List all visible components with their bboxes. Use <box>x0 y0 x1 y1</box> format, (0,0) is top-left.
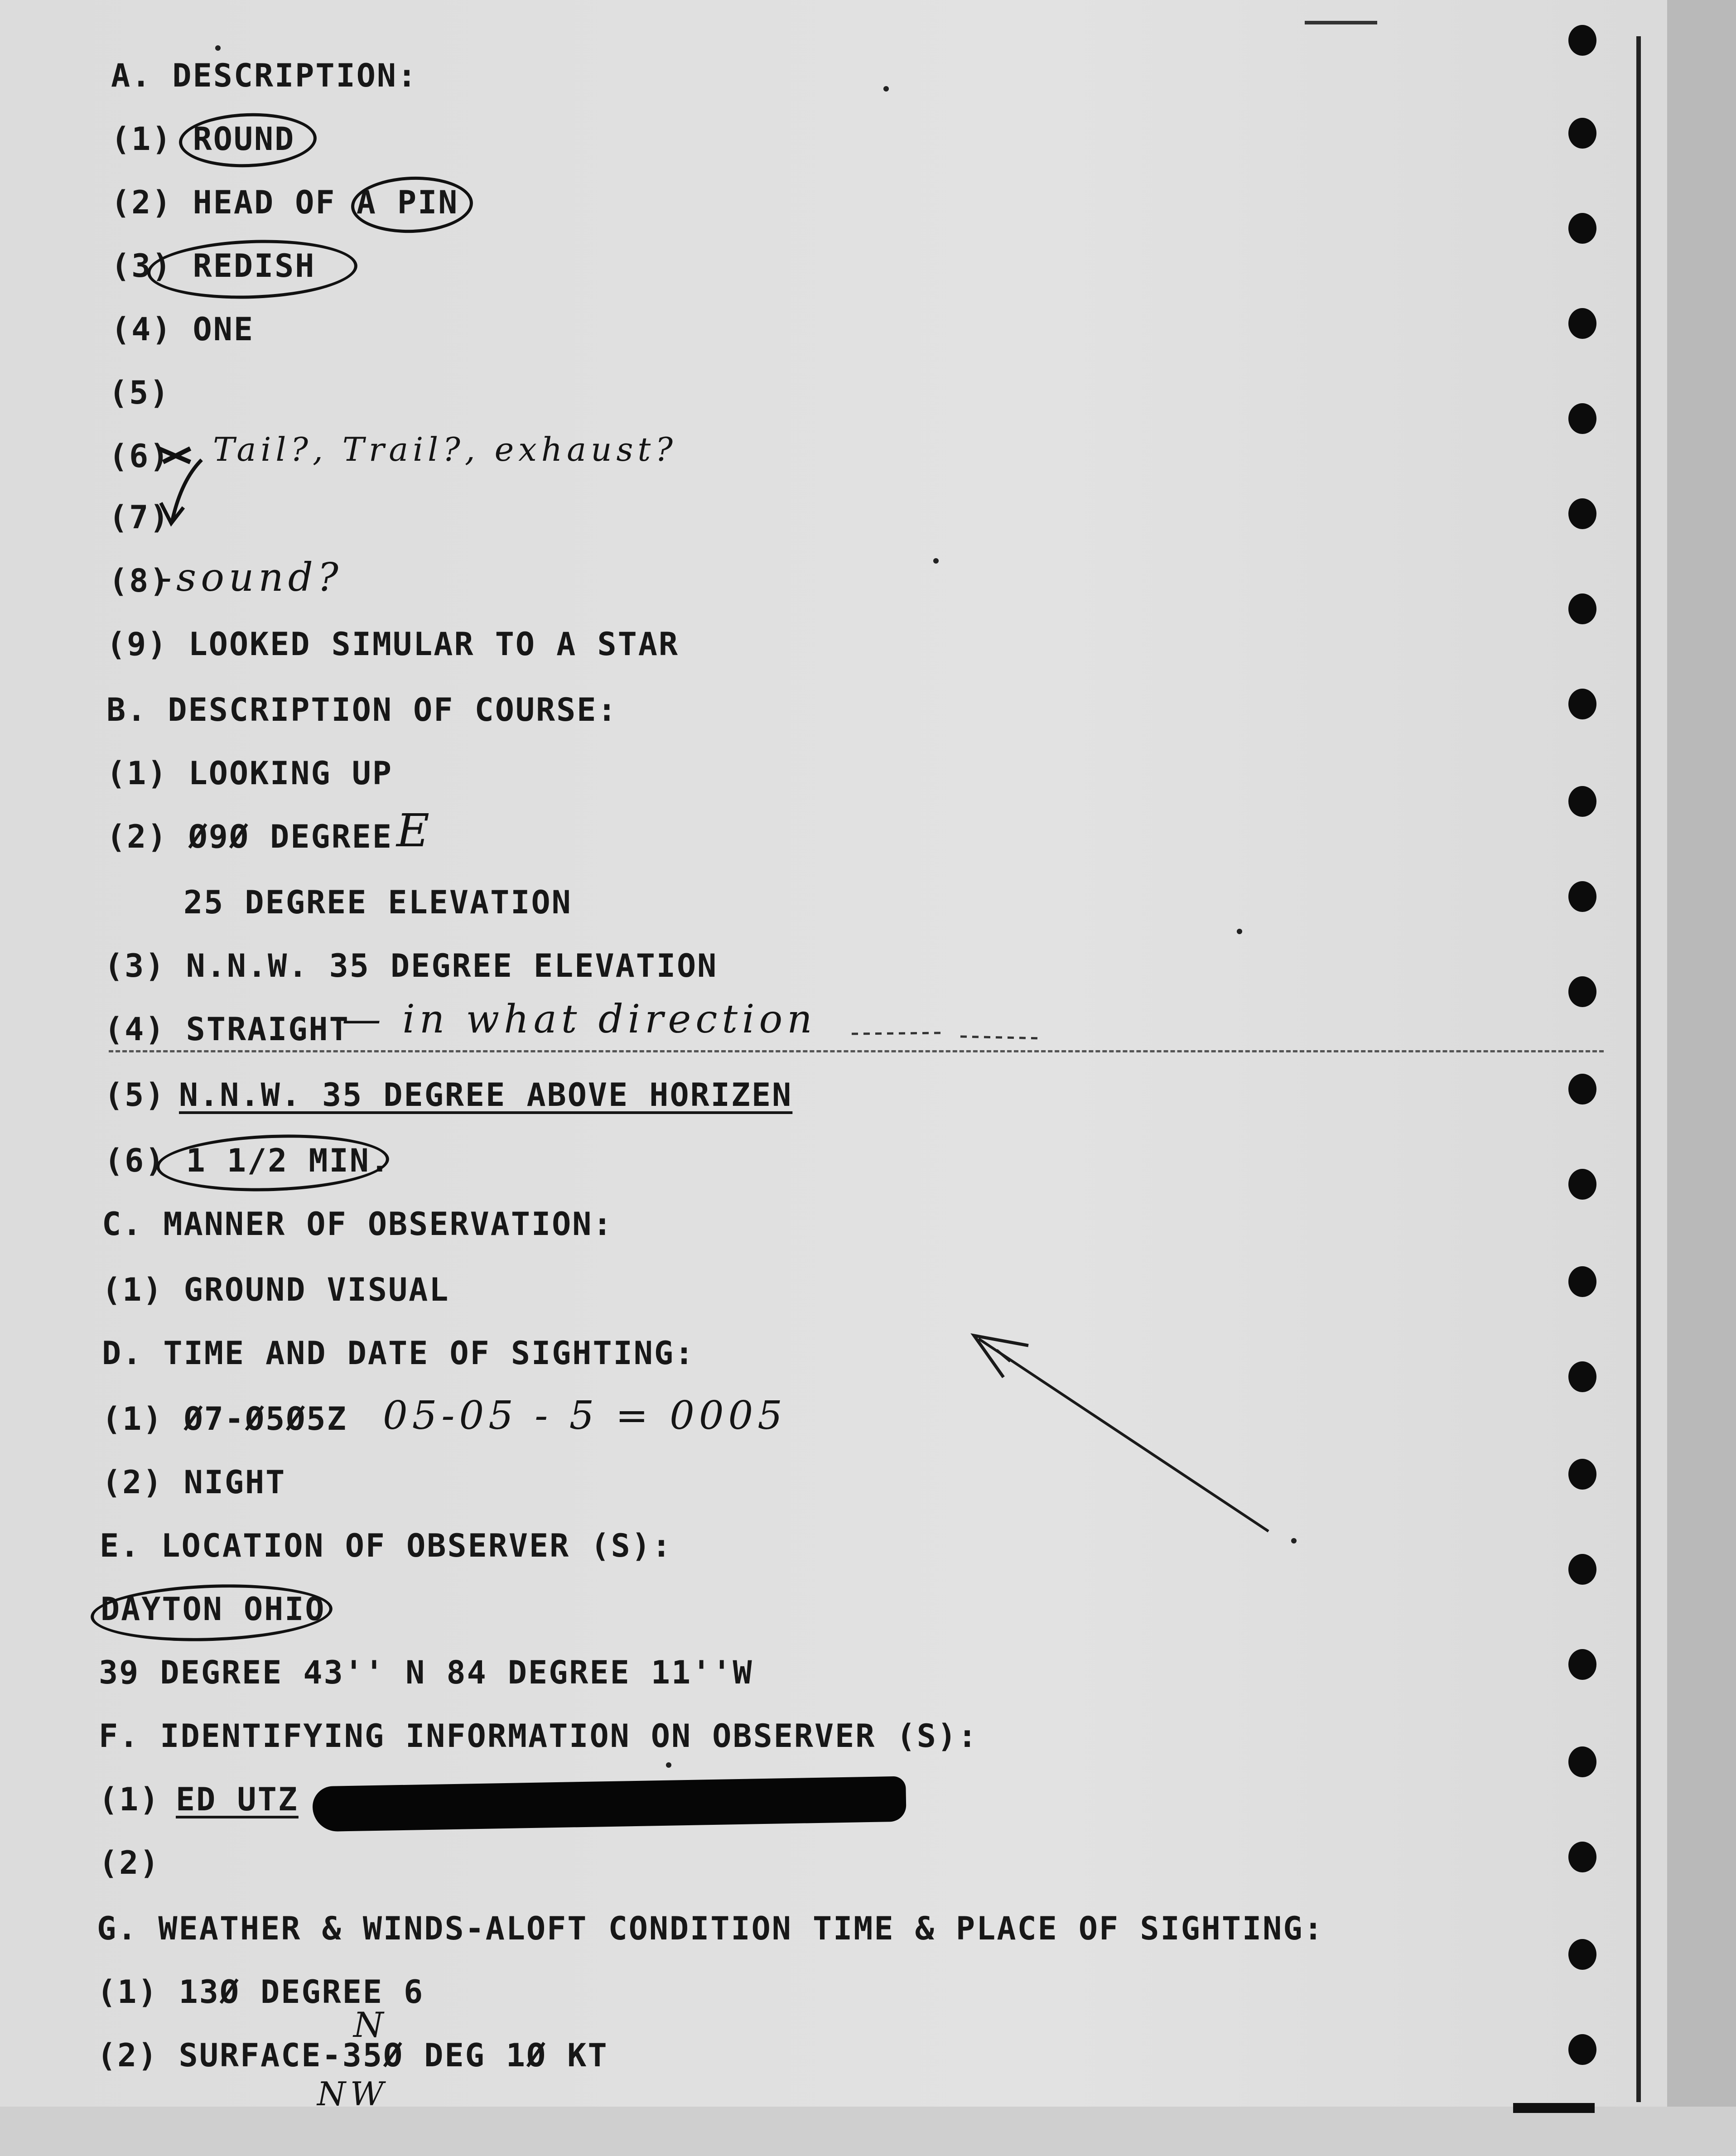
line-a1: (1) ROUND <box>111 121 295 158</box>
line-b2: (2) Ø9Ø DEGREE <box>106 818 393 855</box>
line-b4: (4) STRAIGHT <box>104 1011 350 1048</box>
section-f-heading: F. IDENTIFYING INFORMATION ON OBSERVER (S): <box>99 1717 979 1755</box>
section-c-heading: C. MANNER OF OBSERVATION: <box>102 1206 613 1243</box>
section-d-heading: D. TIME AND DATE OF SIGHTING: <box>102 1335 695 1372</box>
line-a6: (6) <box>109 438 170 475</box>
section-g-heading: G. WEATHER & WINDS-ALOFT CONDITION TIME & PLACE OF SIGHTING: <box>97 1910 1324 1947</box>
handwritten-g2-above: N <box>353 2005 388 2045</box>
line-g1: (1) 13Ø DEGREE 6 <box>97 1973 424 2011</box>
line-a2: (2) HEAD OF A PIN <box>111 184 459 221</box>
section-b-heading: B. DESCRIPTION OF COURSE: <box>106 691 618 728</box>
line-b5-number: (5) <box>104 1076 166 1114</box>
line-b6: (6) 1 1/2 MIN. <box>104 1142 391 1179</box>
line-a8: (8) <box>109 562 170 599</box>
handwritten-b4-note: — in what direction <box>342 997 817 1042</box>
arrowhead-a7 <box>161 503 183 523</box>
scribble-a6 <box>159 449 190 462</box>
line-f1: ED UTZ <box>176 1781 299 1818</box>
line-c1: (1) GROUND VISUAL <box>102 1271 450 1308</box>
line-g2: (2) SURFACE-35Ø DEG 1Ø KT <box>97 2037 608 2074</box>
line-e2: 39 DEGREE 43'' N 84 DEGREE 11''W <box>99 1654 753 1691</box>
handwritten-g2-below: NW <box>317 2075 389 2113</box>
handwritten-a6-note: Tail?, Trail?, exhaust? <box>213 430 677 468</box>
dash-marks-b4 <box>852 1033 1042 1038</box>
handwritten-b2-note: E <box>396 804 434 857</box>
arrowhead-inner <box>997 1350 1010 1361</box>
handwritten-d1-note: 05-05 - 5 = 0005 <box>383 1393 787 1438</box>
margin-arrow-line <box>979 1339 1268 1531</box>
line-b3: (3) N.N.W. 35 DEGREE ELEVATION <box>104 947 718 984</box>
line-b1: (1) LOOKING UP <box>106 755 393 792</box>
section-a-heading: A. DESCRIPTION: <box>111 57 418 94</box>
section-e-heading: E. LOCATION OF OBSERVER (S): <box>100 1527 673 1564</box>
line-e1: DAYTON OHIO <box>101 1591 326 1628</box>
line-b2-elevation: 25 DEGREE ELEVATION <box>183 884 572 921</box>
line-d1: (1) Ø7-Ø5Ø5Z <box>102 1400 347 1437</box>
line-f1-number: (1) <box>99 1781 160 1818</box>
line-a9: (9) LOOKED SIMULAR TO A STAR <box>106 626 680 663</box>
handwritten-a8-note: -sound? <box>159 555 343 600</box>
line-a5: (5) <box>109 374 170 411</box>
line-a4: (4) ONE <box>111 311 255 348</box>
arrow-a6-to-a7 <box>172 460 202 521</box>
line-b5: N.N.W. 35 DEGREE ABOVE HORIZEN <box>179 1076 793 1114</box>
line-a7: (7) <box>109 499 170 536</box>
line-d2: (2) NIGHT <box>102 1464 286 1501</box>
line-f2: (2) <box>99 1844 160 1881</box>
line-a3: (3) REDISH <box>111 247 316 285</box>
